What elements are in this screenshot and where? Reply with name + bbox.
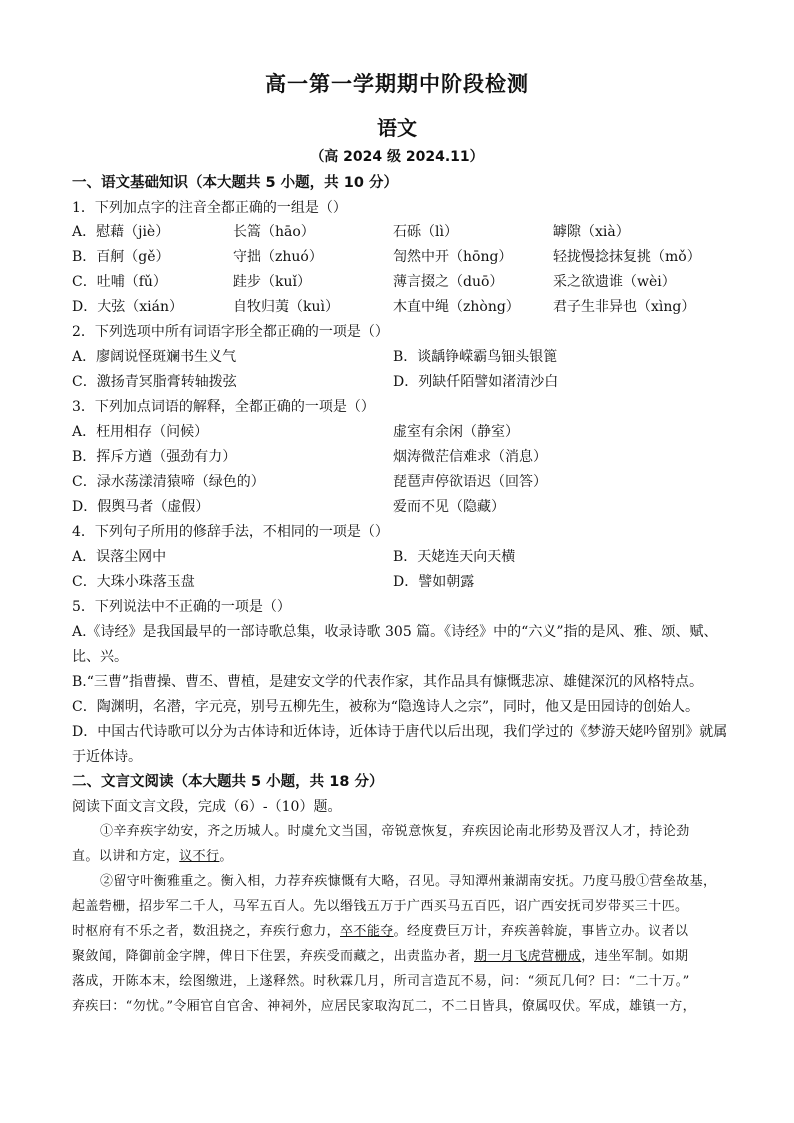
q1-option: 采之欲遗谁（wèi）	[553, 274, 676, 290]
q2-stem: 2．下列选项中所有词语字形全都正确的一项是（）	[72, 324, 389, 340]
q5-option-b: B.“三曹”指曹操、曹丕、曹植，是建安文学的代表作家，其作品具有慷慨悲凉、雄健深沉的风格特点。	[72, 674, 704, 690]
q5-stem: 5．下列说法中不正确的一项是（）	[72, 599, 291, 615]
q2-option: D．列缺仟陌譬如渚清沙白	[393, 374, 559, 390]
underlined-phrase: 期一月飞虎营栅成	[474, 949, 582, 964]
q3-option: B．挥斥方遒（强劲有力）	[72, 449, 237, 465]
q1-option: 石砾（lì）	[393, 224, 458, 240]
passage-line: 直。以讲和方定，议不行。	[72, 849, 233, 864]
q3-option: 虚室有余闲（静室）	[393, 424, 519, 440]
passage-line: 时枢府有不乐之者，数沮挠之，弃疾行愈力，卒不能夺。经度费巨万计，弃疾善斡旋，事皆立办。议者以	[72, 924, 689, 939]
q3-option: 烟涛微茫信难求（消息）	[393, 449, 547, 465]
q5-option-a-cont: 比、兴。	[72, 649, 128, 665]
q4-option: D．譬如朝露	[393, 574, 475, 590]
grade-line: （高 2024 级 2024.11）	[310, 149, 484, 165]
exam-title: 高一第一学期期中阶段检测	[265, 72, 529, 96]
q5-option-a: A.《诗经》是我国最早的一部诗歌总集，收录诗歌 305 篇。《诗经》中的“六义”指的是风、雅、颂、赋、	[72, 624, 718, 640]
q1-option: 薄言掇之（duō）	[393, 274, 504, 290]
q1-option: 轻拢慢捻抹复挑（mǒ）	[553, 249, 701, 265]
q1-option: 訇然中开（hōng）	[393, 249, 513, 265]
q1-option: 长篙（hāo）	[233, 224, 315, 240]
q4-option: C．大珠小珠落玉盘	[72, 574, 195, 590]
reading-intro: 阅读下面文言文段，完成（6）-（10）题。	[72, 799, 342, 815]
passage-line: 聚敛闻，降御前金字牌，俾日下住罢，弃疾受而藏之，出责监办者，期一月飞虎营栅成，违坐军制。如期	[72, 949, 689, 964]
q2-option: B．谈龋铮嵘霸鸟钿头银篦	[393, 349, 558, 365]
underlined-phrase: 议不行	[179, 849, 220, 864]
q1-option: 木直中绳（zhòng）	[393, 299, 520, 315]
q3-option: C．渌水荡漾清猿啼（绿色的）	[72, 474, 265, 490]
subject-title: 语文	[377, 116, 417, 140]
q1-option: C．吐哺（fǔ）	[72, 274, 167, 290]
q1-option: B．百舸（gě）	[72, 249, 170, 265]
q1-option: A．慰藉（jiè）	[72, 224, 170, 240]
q1-option: 罅隙（xià）	[553, 224, 630, 240]
q1-stem: 1．下列加点字的注音全都正确的一组是（）	[72, 200, 347, 216]
passage-line: 弃疾曰：“勿忧。”令厢官自官舍、神祠外，应居民家取沟瓦二，不二日皆具，僚属叹伏。军成，雄镇一方，	[72, 999, 696, 1014]
section1-heading: 一、语文基础知识（本大题共 5 小题，共 10 分）	[72, 175, 398, 191]
passage-line: ②留守叶衡雅重之。衡入相，力荐弃疾慷慨有大略，召见。寻知潭州兼湖南安抚。乃度马殷①营垒故基，	[100, 874, 717, 889]
underlined-phrase: 卒不能夺	[340, 924, 394, 939]
q5-option-d-cont: 于近体诗。	[72, 749, 142, 765]
q3-option: 爱而不见（隐藏）	[393, 499, 505, 515]
q1-option: 守拙（zhuó）	[233, 249, 323, 265]
section2-heading: 二、文言文阅读（本大题共 5 小题，共 18 分）	[72, 774, 384, 790]
q3-stem: 3．下列加点词语的解释，全都正确的一项是（）	[72, 399, 375, 415]
q1-option: 君子生非异也（xìng）	[553, 299, 696, 315]
q4-option: B．天姥连天向天横	[393, 549, 516, 565]
q1-option: D．大弦（xián）	[72, 299, 183, 315]
q2-option: A．廖阔说怪斑斓书生义气	[72, 349, 237, 365]
q4-option: A．误落尘网中	[72, 549, 167, 565]
q1-option: 自牧归荑（kuì）	[233, 299, 339, 315]
q1-option: 跬步（kuǐ）	[233, 274, 311, 290]
passage-line: ①辛弃疾字幼安，齐之历城人。时虞允文当国，帝锐意恢复，弃疾因论南北形势及晋汉人才，持论劲	[100, 824, 690, 839]
q3-option: D．假舆马者（虚假）	[72, 499, 210, 515]
q3-option: A．枉用相存（问候）	[72, 424, 209, 440]
q4-stem: 4．下列句子所用的修辞手法，不相同的一项是（）	[72, 524, 389, 540]
q5-option-d: D．中国古代诗歌可以分为古体诗和近体诗，近体诗于唐代以后出现，我们学过的《梦游天姥吟留别》就属	[72, 724, 728, 740]
passage-line: 起盖砦栅，招步军二千人，马军五百人。先以缗钱五万于广西买马五百匹，诏广西安抚司岁带买三十匹。	[72, 899, 689, 914]
passage-line: 落成，开陈本末，绘图缴进，上遂释然。时秋霖几月，所司言造瓦不易，问：“须瓦几何？曰：“二十万。”	[72, 974, 690, 989]
q3-option: 琵琶声停欲语迟（回答）	[393, 474, 547, 490]
q2-option: C．激扬青冥脂膏转轴拨弦	[72, 374, 237, 390]
q5-option-c: C．陶渊明，名潜，字元亮，别号五柳先生，被称为“隐逸诗人之宗”，同时，他又是田园诗的创始人。	[72, 699, 700, 715]
